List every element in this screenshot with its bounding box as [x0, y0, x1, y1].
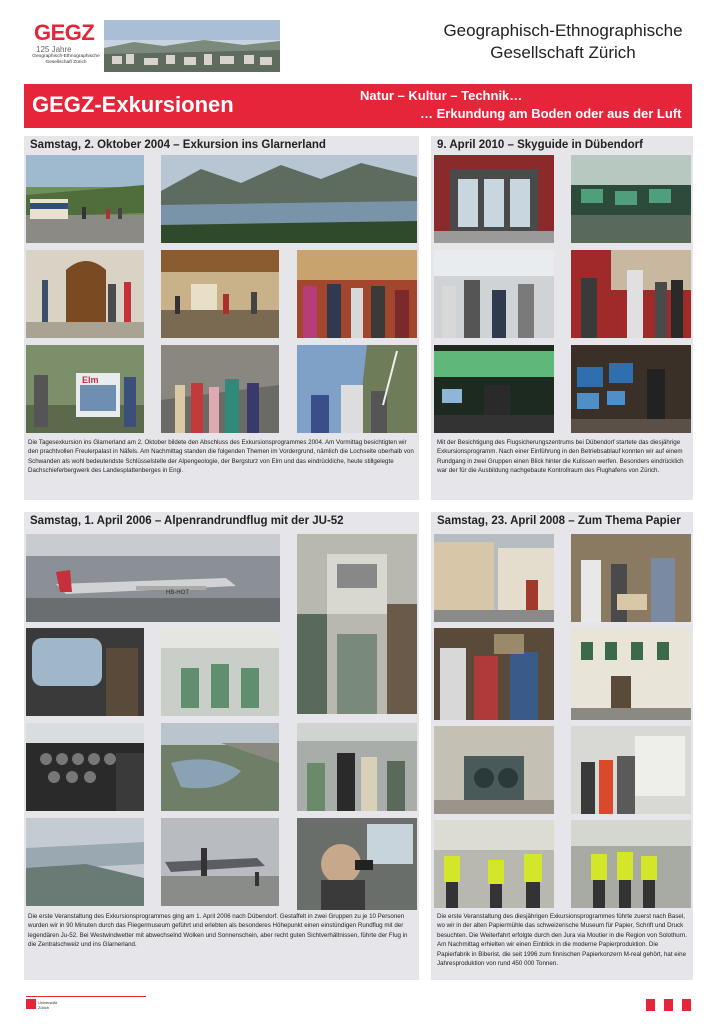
- photo-group-interior: [297, 250, 417, 338]
- photo-control-room: [571, 155, 691, 243]
- photo-palace-hall: [161, 250, 279, 338]
- photo-ju52-hangar: [26, 534, 280, 622]
- photo-factory-entrance: [571, 726, 691, 814]
- organization-title: [418, 20, 708, 64]
- header-city-photo: [104, 20, 280, 72]
- logo-subtitle: Geographisch-Ethnographische Gesellschaft Zürich: [32, 54, 100, 65]
- photo-printing-machine: [434, 726, 554, 814]
- organization-title-line1: Geographisch-Ethnographische: [443, 21, 683, 40]
- caption-ju52: Die erste Veranstaltung des Exkursionsprogrammes ging am 1. April 2006 nach Dübendorf. Gestaffelt in zwei Gruppen zu je 10 Personen wurden wir in 90 Minuten durch das Fliegermuseum geführt und erlebten als besonderes Höhepunkt einen einstündigen Rundflug mit der legendären Ju-52. Bei Westwindwetter mit abwechselnd Wolken und Sonnenschein, aber recht guten Sichtverhältnissen, führte der Flug in die Zentralschweiz und ins Glarnerland.: [28, 913, 408, 949]
- photo-window-view: [26, 628, 144, 716]
- photo-skyguide-group: [434, 250, 554, 338]
- banner-tagline-1: Natur – Kultur – Technik…: [360, 88, 523, 103]
- photo-ju52-cabin: [297, 534, 417, 714]
- university-logo-text: Universität Zürich: [38, 1000, 57, 1010]
- panel-title-papier: Samstag, 23. April 2008 – Zum Thema Papier: [437, 515, 681, 527]
- photo-aerial-valley: [26, 818, 144, 906]
- banner-title: GEGZ-Exkursionen: [32, 92, 234, 117]
- photo-museum-visitors: [434, 628, 554, 720]
- photo-simulator: [434, 345, 554, 433]
- footer-red-square-1: [646, 999, 655, 1011]
- logo-anniversary: 125 Jahre: [36, 45, 72, 54]
- photo-ju52-tarmac: [161, 818, 279, 906]
- photo-elm-sign: [26, 345, 144, 433]
- panel-title-ju52: Samstag, 1. April 2006 – Alpenrandrundflug mit der JU-52: [30, 515, 344, 527]
- photo-passengers: [297, 723, 417, 811]
- photo-safety-vests-2: [571, 820, 691, 908]
- photo-bus: [26, 155, 144, 243]
- panel-title-glarnerland: Samstag, 2. Oktober 2004 – Exkursion ins Glarnerland: [30, 139, 326, 151]
- photo-skyguide-corridor: [571, 250, 691, 338]
- photo-hikers-rock: [161, 345, 279, 433]
- caption-skyguide: Mit der Besichtigung des Flugsicherungszentrums bei Dübendorf startete das diesjährige Exkursionsprogramm. Nach einer Einführung in den Betriebsablauf konnten wir auf einem Rundgang in zwei Gruppen einen Blick hinter die Kulissen werfen. Besonders eindrücklich war der für die Ausbildung nachgebaute Kontrollraum des Flughafens von Zürich.: [437, 439, 684, 475]
- banner-tagline-2: … Erkundung am Boden oder aus der Luft: [420, 106, 682, 121]
- photo-mountain-lake: [161, 155, 417, 243]
- caption-papier: Die erste Veranstaltung des diesjährigen Exkursionsprogrammes führte zuerst nach Basel, wo wir in der alten Papiermühle das schweizerische Museum für Papier, Schrift und Druck besuchten. Die Weiterfahrt erfolgte durch den Jura via Moutier in die Region von Solothurn. Am Nachmittag erhielten wir einen Einblick in die moderne Papierproduktion. Die Papierfabrik in Biberist, die seit 1996 zum finnischen Papierkonzern M-real gehört, hat eine Jahresproduktion von rund 450 000 Tonnen.: [437, 913, 687, 968]
- photo-paper-mill-street: [434, 534, 554, 622]
- organization-title-line2: Gesellschaft Zürich: [490, 43, 636, 62]
- university-logo: [26, 996, 146, 1011]
- photo-cockpit: [26, 723, 144, 811]
- photo-aerial-lake: [161, 723, 279, 811]
- photo-safety-vests-1: [434, 820, 554, 908]
- logo-wordmark: GEGZ: [34, 20, 95, 45]
- university-logo-mark: [26, 999, 36, 1009]
- plane-registration: HB-HOT: [166, 590, 189, 596]
- photo-paper-workshop: [571, 534, 691, 622]
- photo-freulerpalast-door: [26, 250, 144, 338]
- photo-skyguide-entrance: [434, 155, 554, 243]
- elm-sign-text: Elm: [82, 375, 99, 385]
- photo-cabin-seats: [161, 628, 279, 716]
- footer-red-square-2: [664, 999, 673, 1011]
- photo-guide-speaking: [297, 345, 417, 433]
- photo-old-building: [571, 628, 691, 720]
- photo-radar-screens: [571, 345, 691, 433]
- caption-glarnerland: Die Tagesexkursion ins Glarnerland am 2. Oktober bildete den Abschluss des Exkursionsprogrammes 2004. Am Vormittag besichtigten wir den prachtvollen Freulerpalast in Näfels. Am Nachmittag standen die folgenden Themen im Vordergrund, nämlich die Lochseite oberhalb von Schwanden als wohl bedeutendste Schlüsselstelle der Alpengeologie, der Bergsturz von Elm und das eindrückliche, heute stillgelegte Dachschieferbergwerk des Landesplattenberges in Engi.: [28, 439, 414, 475]
- footer-red-square-3: [682, 999, 691, 1011]
- photo-man-binoculars: [297, 818, 417, 910]
- panel-title-skyguide: 9. April 2010 – Skyguide in Dübendorf: [437, 139, 643, 151]
